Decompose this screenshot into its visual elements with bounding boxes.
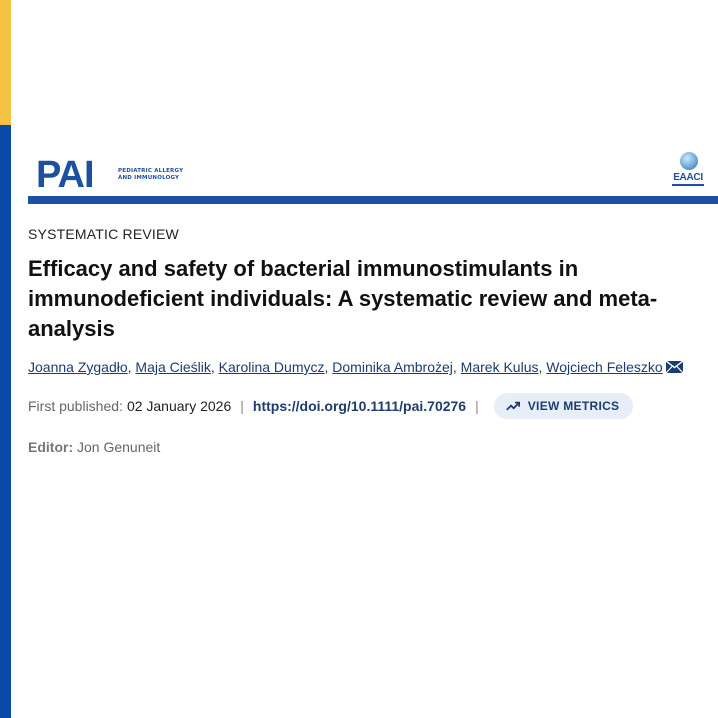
- view-metrics-button[interactable]: [494, 393, 634, 419]
- side-stripe-blue: [0, 125, 11, 718]
- journal-header: [28, 150, 718, 206]
- society-logo[interactable]: [668, 152, 708, 190]
- globe-icon: [680, 152, 698, 170]
- divider: |: [240, 398, 244, 414]
- side-stripe-yellow: [0, 0, 11, 125]
- article-type: SYSTEMATIC REVIEW: [28, 226, 179, 242]
- author-link[interactable]: Dominika Ambrożej: [332, 359, 453, 375]
- journal-subtitle-line1: PEDIATRIC ALLERGY: [118, 168, 184, 174]
- author-link[interactable]: Karolina Dumycz: [218, 359, 325, 375]
- mail-icon[interactable]: [666, 361, 683, 373]
- author-list: Joanna Zygadło, Maja Cieślik, Karolina Dumycz, Dominika Ambrożej, Marek Kulus, Wojciech Feleszko: [28, 359, 713, 375]
- author-link[interactable]: Marek Kulus: [460, 359, 539, 375]
- publication-info: [28, 393, 633, 419]
- publication-date: 02 January 2026: [126, 398, 232, 414]
- header-rule: [28, 196, 718, 204]
- divider: |: [475, 398, 479, 414]
- journal-subtitle: [118, 168, 183, 182]
- journal-logo[interactable]: PAI: [36, 154, 94, 196]
- doi-link[interactable]: https://doi.org/10.1111/pai.70276: [252, 398, 467, 414]
- view-metrics-label: VIEW METRICS: [527, 399, 620, 413]
- trend-up-icon: [506, 401, 520, 411]
- author-link[interactable]: Wojciech Feleszko: [546, 359, 663, 375]
- society-logo-underline: [672, 184, 704, 186]
- article-title: Efficacy and safety of bacterial immunostimulants in immunodeficient individuals: A systematic review and meta-analysis: [28, 256, 658, 341]
- editor-line: [28, 439, 160, 455]
- journal-subtitle-line2: AND IMMUNOLOGY: [118, 175, 180, 181]
- first-published-label: First published:: [28, 398, 123, 414]
- author-link[interactable]: Joanna Zygadło: [28, 359, 128, 375]
- editor-label: Editor:: [28, 439, 74, 455]
- society-logo-text: EAACI: [673, 172, 703, 183]
- editor-name: Jon Genuneit: [77, 439, 161, 455]
- author-link[interactable]: Maja Cieślik: [135, 359, 211, 375]
